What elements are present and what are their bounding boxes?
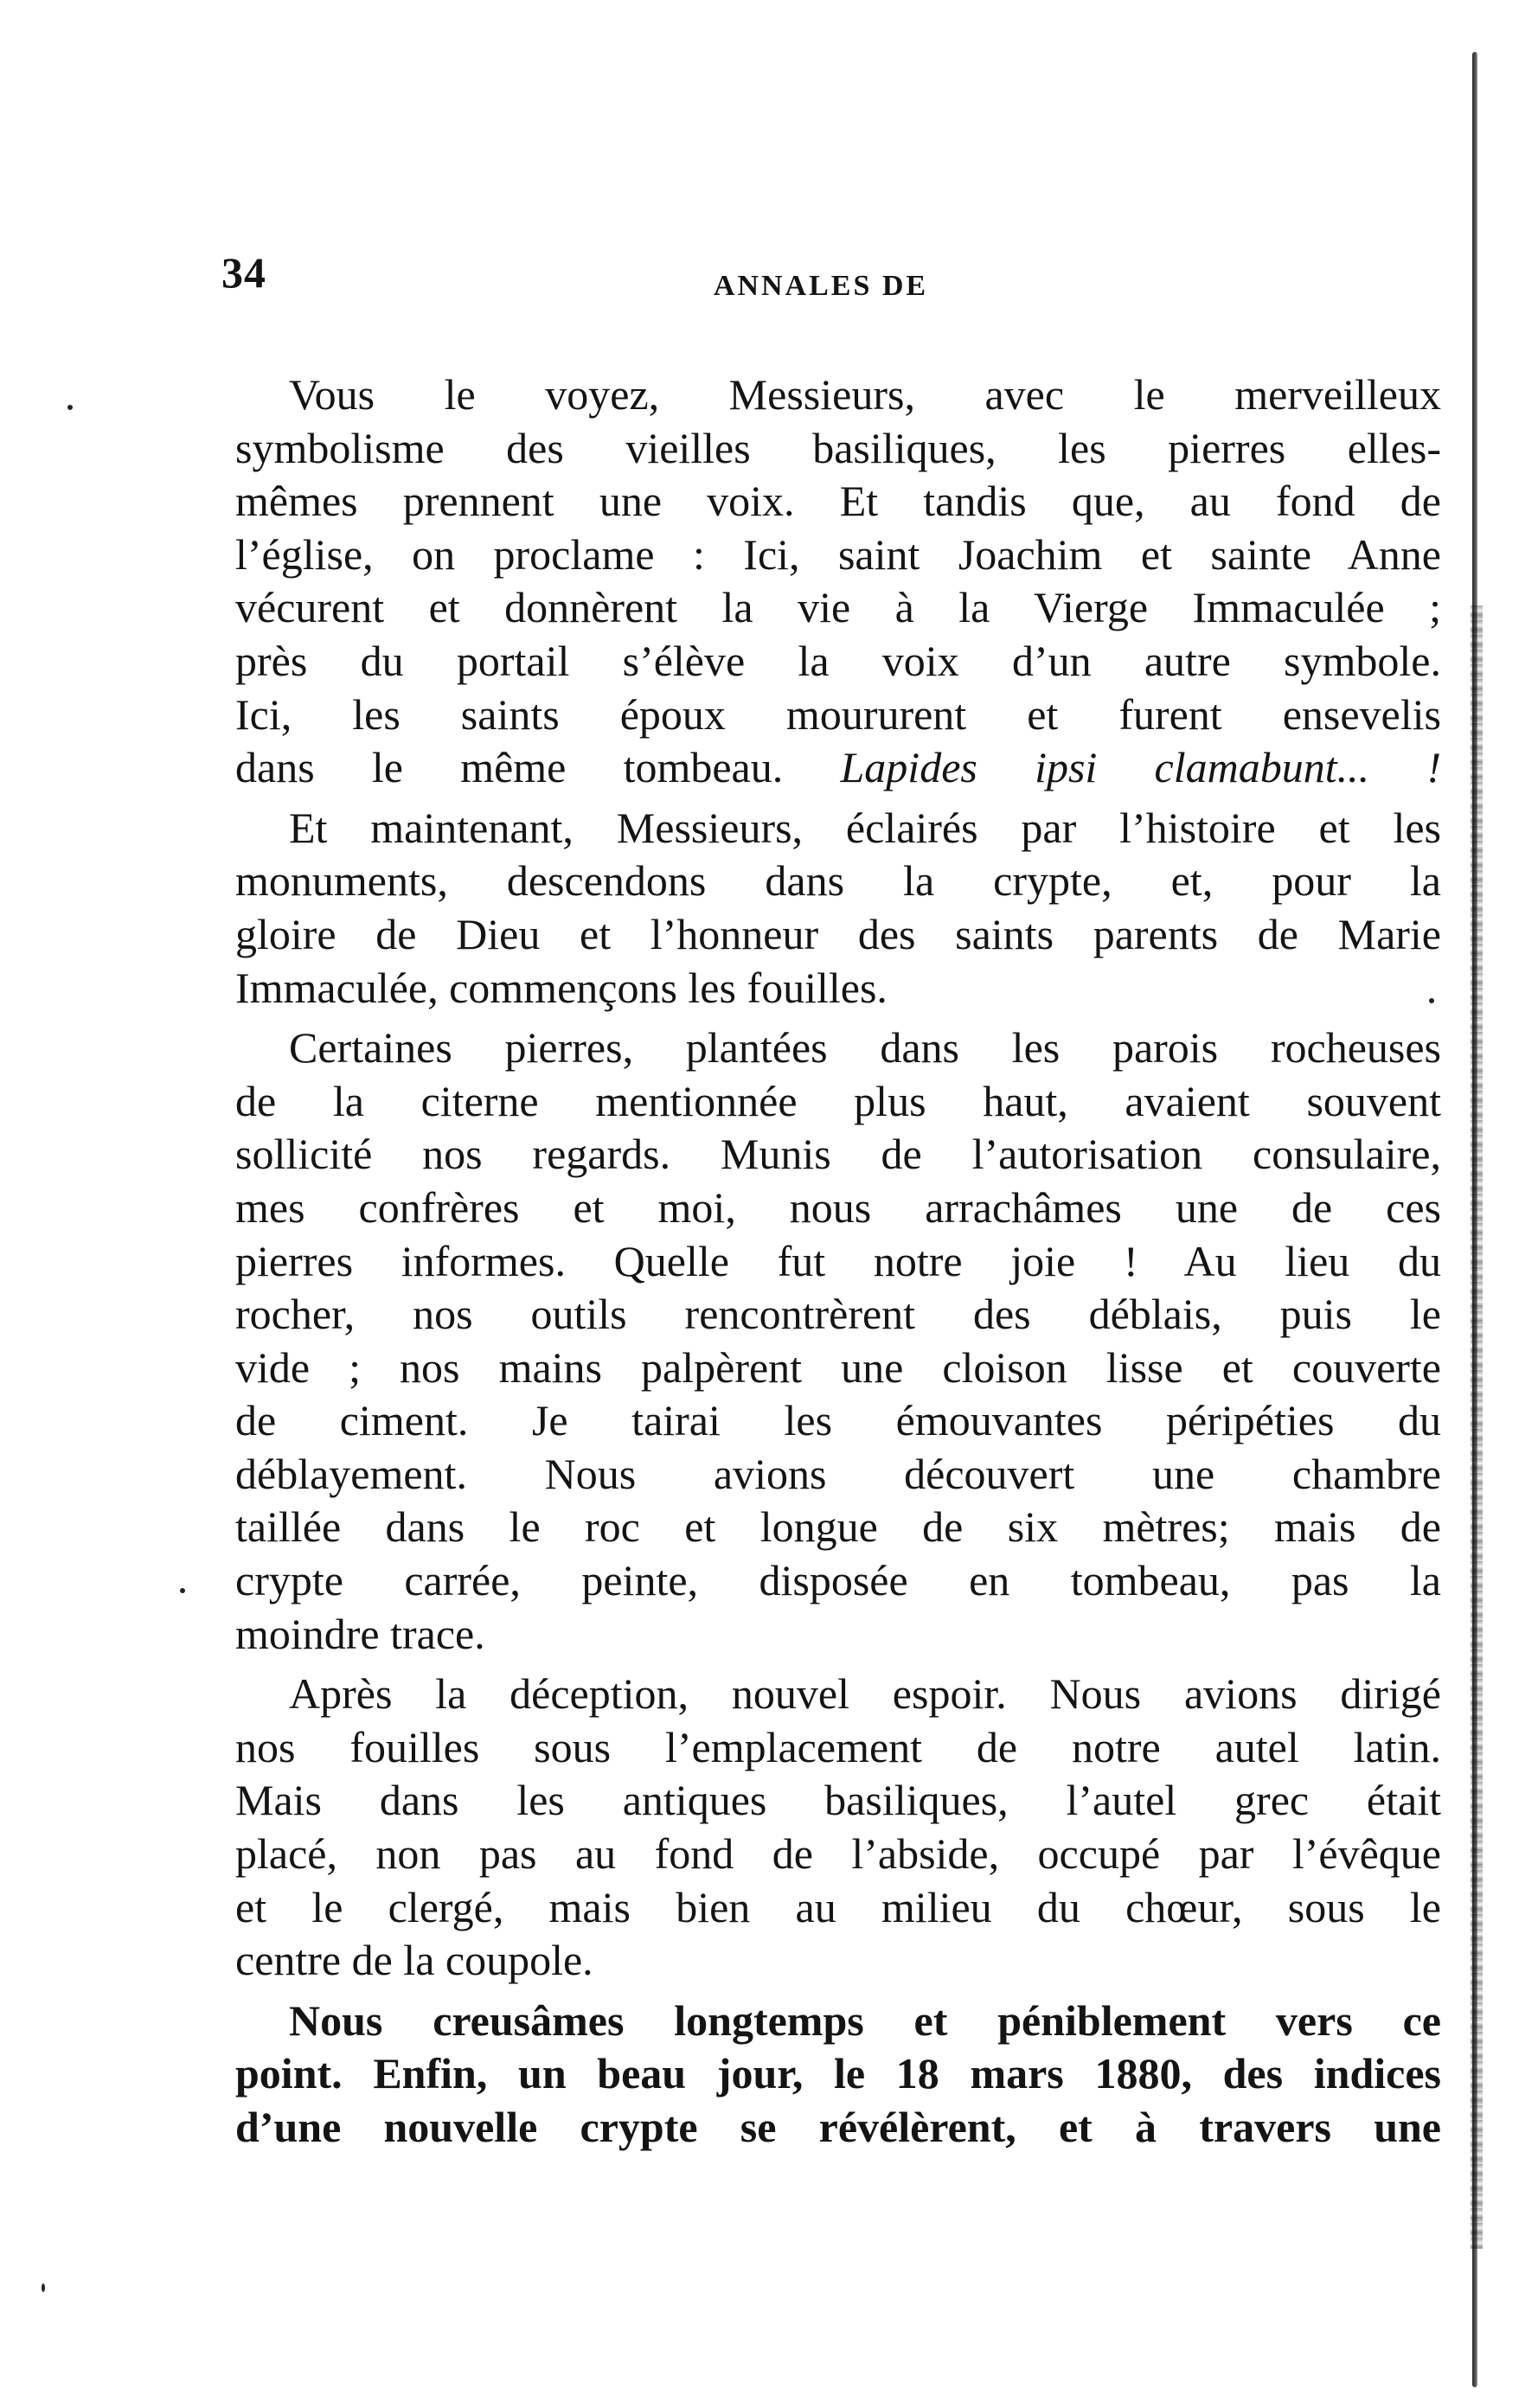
text-line: l’église, on proclame : Ici, saint Joachim et sainte Anne [235,529,1441,579]
text-line: vécurent et donnèrent la vie à la Vierge Immaculée ; [235,583,1441,632]
page-number: 34 [221,248,266,297]
text-line: Vous le voyez, Messieurs, avec le merveilleux [289,370,1441,419]
text-line: nos fouilles sous l’emplacement de notre autel latin. [235,1722,1441,1771]
print-speck [42,2283,45,2292]
text-line: de ciment. Je tairai les émouvantes péripéties du [235,1396,1441,1445]
text-line: Nous creusâmes longtemps et péniblement vers ce [289,1995,1441,2045]
text-line: placé, non pas au fond de l’abside, occupé par l’évêque [235,1829,1441,1879]
text-line: taillée dans le roc et longue de six mètres; mais de [235,1502,1441,1552]
text-line-with-quote [235,741,1441,795]
text-line: moindre trace. [235,1609,485,1658]
text-segment: dans le même tombeau. [235,743,784,792]
text-line: rocher, nos outils rencontrèrent des déblais, puis le [235,1290,1441,1339]
text-line: point. Enfin, un beau jour, le 18 mars 1880, des indices [235,2049,1441,2098]
page-body [235,368,1441,2155]
text-line: Après la déception, nouvel espoir. Nous avions dirigé [289,1669,1441,1719]
running-head: ANNALES DE [713,270,929,302]
print-speck [180,1588,185,1593]
text-line: Certaines pierres, plantées dans les parois rocheuses [289,1023,1441,1073]
text-line: déblayement. Nous avions découvert une chambre [235,1449,1441,1498]
text-line: monuments, descendons dans la crypte, et, pour la [235,856,1441,906]
text-line: symbolisme des vieilles basiliques, les pierres elles- [235,423,1441,472]
text-line: mes confrères et moi, nous arrachâmes une de ces [235,1182,1441,1232]
text-line: près du portail s’élève la voix d’un autre symbole. [235,636,1441,685]
text-line: mêmes prennent une voix. Et tandis que, au fond de [235,477,1441,526]
binding-shadow [1471,605,1483,2249]
text-line: d’une nouvelle crypte se révélèrent, et à travers une [235,2103,1441,2151]
text-line: centre de la coupole. [235,1936,593,1985]
text-line: Et maintenant, Messieurs, éclairés par l’histoire et les [289,803,1441,852]
text-line: Mais dans les antiques basiliques, l’autel grec était [235,1776,1441,1825]
print-speck [67,405,73,410]
text-line: Ici, les saints époux moururent et furent ensevelis [235,689,1441,739]
text-line: sollicité nos regards. Munis de l’autorisation consulaire, [235,1130,1441,1179]
text-line: crypte carrée, peinte, disposée en tombeau, pas la [235,1556,1441,1605]
text-line: Immaculée, commençons les fouilles. [235,963,888,1012]
latin-quote: Lapides ipsi clamabunt... ! [840,743,1442,792]
text-line: pierres informes. Quelle fut notre joie ! Au lieu du [235,1236,1441,1285]
text-line: vide ; nos mains palpèrent une cloison lisse et couverte [235,1342,1441,1392]
text-line: de la citerne mentionnée plus haut, avaient souvent [235,1076,1441,1125]
text-line: et le clergé, mais bien au milieu du chœur, sous le [235,1882,1441,1931]
text-line: gloire de Dieu et l’honneur des saints parents de Marie [235,909,1441,958]
